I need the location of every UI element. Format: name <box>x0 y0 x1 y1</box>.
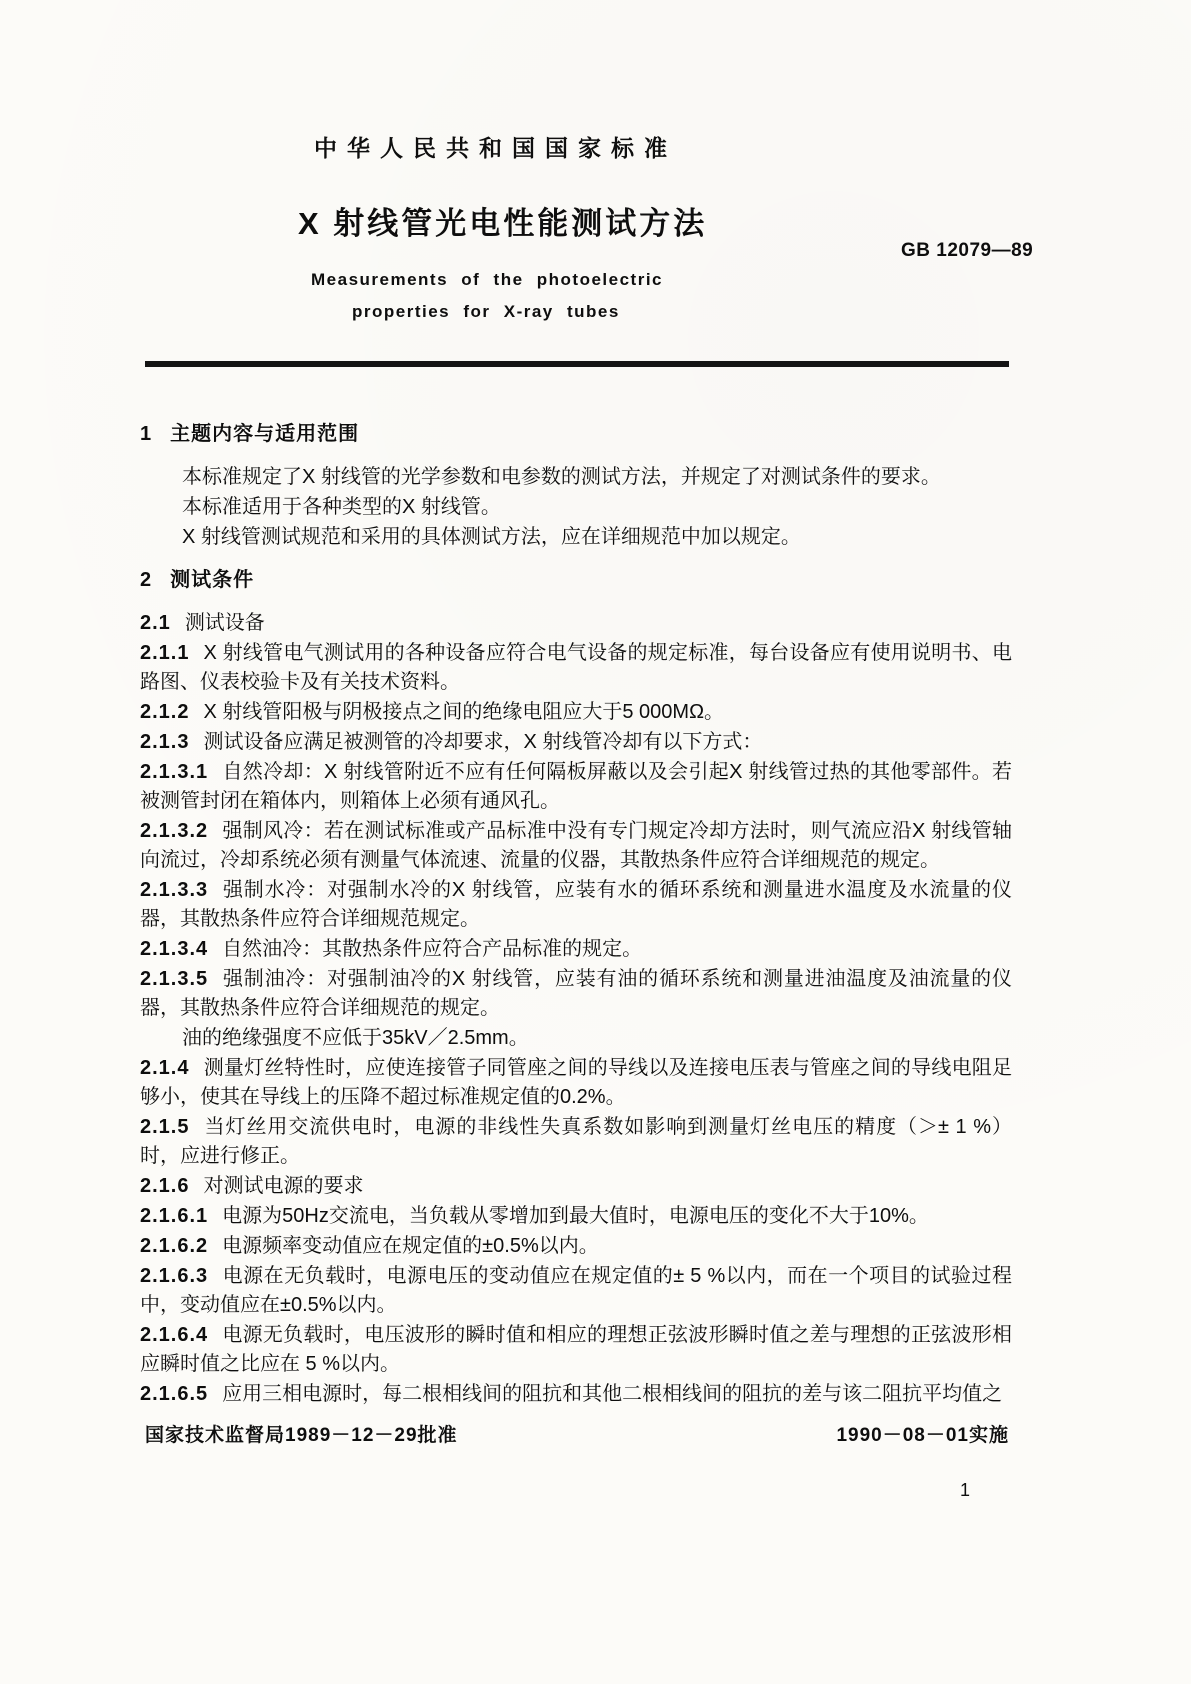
clause-item <box>140 758 1012 816</box>
clause-number: 2.1.1 <box>140 642 190 664</box>
clause-text: 自然冷却：X 射线管附近不应有任何隔板屏蔽以及会引起X 射线管过热的其他零部件。若被测管封闭在箱体内，则箱体上必须有通风孔。 <box>140 761 1012 812</box>
clause-item <box>140 1262 1012 1320</box>
section-heading <box>140 420 1012 449</box>
clause-text: 自然油冷：其散热条件应符合产品标准的规定。 <box>222 938 643 960</box>
clause-text: 电源在无负载时，电源电压的变动值应在规定值的± 5 %以内，而在一个项目的试验过程中，变动值应在±0.5%以内。 <box>140 1265 1012 1316</box>
body-paragraph <box>140 493 1012 522</box>
clause-item <box>140 639 1012 697</box>
clause-number: 2.1.4 <box>140 1057 190 1079</box>
page-number: 1 <box>960 1480 971 1500</box>
body-paragraph <box>140 1024 1012 1053</box>
body-paragraph <box>140 463 1012 492</box>
clause-text: 强制风冷：若在测试标准或产品标准中没有专门规定冷却方法时，则气流应沿X 射线管轴向流过，冷却系统必须有测量气体流速、流量的仪器，其散热条件应符合详细规范的规定。 <box>140 820 1012 871</box>
clause-number: 2.1 <box>140 612 171 634</box>
clause-item <box>140 965 1012 1023</box>
national-standard-label: 中华人民共和国国家标准 <box>314 135 677 161</box>
clause-number: 2.1.6.3 <box>140 1265 209 1287</box>
clause-number: 2.1.6.1 <box>140 1205 209 1227</box>
clause-text: 电源无负载时，电压波形的瞬时值和相应的理想正弦波形瞬时值之差与理想的正弦波形相应瞬时值之比应在 5 %以内。 <box>140 1324 1012 1375</box>
clause-item <box>140 1172 1012 1201</box>
clause-number: 2.1.3.3 <box>140 879 209 901</box>
clause-number: 2.1.5 <box>140 1116 190 1138</box>
clause-text: X 射线管测试规范和采用的具体测试方法，应在详细规范中加以规定。 <box>182 526 801 548</box>
clause-item <box>140 817 1012 875</box>
clause-text: 强制油冷：对强制油冷的X 射线管，应装有油的循环系统和测量进油温度及油流量的仪器，其散热条件应符合详细规范的规定。 <box>140 968 1012 1019</box>
clause-number: 2.1.3.4 <box>140 938 209 960</box>
clause-item <box>140 1113 1012 1171</box>
clause-number: 2.1.3 <box>140 731 190 753</box>
clause-text: 测量灯丝特性时，应使连接管子同管座之间的导线以及连接电压表与管座之间的导线电阻足够小，使其在导线上的压降不超过标准规定值的0.2%。 <box>140 1057 1012 1108</box>
body-paragraph <box>140 523 1012 552</box>
clause-text: 测试条件 <box>170 569 255 591</box>
clause-item <box>140 935 1012 964</box>
document-footer <box>145 1420 1009 1447</box>
clause-number: 2.1.6.4 <box>140 1324 209 1346</box>
standard-code: GB 12079—89 <box>901 240 1034 261</box>
clause-item <box>140 1321 1012 1379</box>
clause-number: 2 <box>140 569 153 591</box>
clause-item <box>140 1054 1012 1112</box>
clause-text: 本标准适用于各种类型的X 射线管。 <box>182 496 501 518</box>
clause-text: 本标准规定了X 射线管的光学参数和电参数的测试方法，并规定了对测试条件的要求。 <box>182 466 941 488</box>
clause-number: 2.1.3.5 <box>140 968 209 990</box>
clause-item <box>140 1380 1012 1409</box>
clause-text: 主题内容与适用范围 <box>170 423 360 445</box>
clause-text: 测试设备应满足被测管的冷却要求，X 射线管冷却有以下方式： <box>203 731 763 753</box>
clause-number: 2.1.3.1 <box>140 761 209 783</box>
clause-number: 2.1.2 <box>140 701 190 723</box>
clause-text: X 射线管阳极与阴极接点之间的绝缘电阻应大于5 000MΩ。 <box>203 701 725 723</box>
clause-text: 电源为50Hz交流电，当负载从零增加到最大值时，电源电压的变化不大于10%。 <box>222 1205 929 1227</box>
clause-text: 对测试电源的要求 <box>203 1175 364 1197</box>
clause-number: 1 <box>140 423 153 445</box>
clause-text: 应用三相电源时，每二根相线间的阻抗和其他二根相线间的阻抗的差与该二阻抗平均值之 <box>222 1383 1003 1405</box>
clause-number: 2.1.6.5 <box>140 1383 209 1405</box>
clause-text: 当灯丝用交流供电时，电源的非线性失真系数如影响到测量灯丝电压的精度（＞± 1 %）时，应进行修正。 <box>140 1116 1012 1167</box>
clause-text: 强制水冷：对强制水冷的X 射线管，应装有水的循环系统和测量进水温度及水流量的仪器，其散热条件应符合详细规范规定。 <box>140 879 1012 930</box>
document-body <box>140 406 1012 1409</box>
clause-number: 2.1.6.2 <box>140 1235 209 1257</box>
clause-number: 2.1.6 <box>140 1175 190 1197</box>
clause-item <box>140 1202 1012 1231</box>
english-title-line2: properties for X-ray tubes <box>352 302 620 321</box>
clause-number: 2.1.3.2 <box>140 820 209 842</box>
implementation-note: 1990－08－01实施 <box>836 1425 1009 1446</box>
clause-text: 电源频率变动值应在规定值的±0.5%以内。 <box>222 1235 599 1257</box>
clause-item <box>140 609 1012 638</box>
approval-note: 国家技术监督局1989－12－29批准 <box>145 1425 458 1446</box>
document-title: X 射线管光电性能测试方法 <box>298 206 708 241</box>
clause-item <box>140 1232 1012 1261</box>
clause-item <box>140 698 1012 727</box>
header-rule <box>145 361 1009 367</box>
clause-text: 油的绝缘强度不应低于35kV／2.5mm。 <box>182 1027 529 1049</box>
clause-text: 测试设备 <box>184 612 265 634</box>
clause-item <box>140 728 1012 757</box>
section-heading <box>140 566 1012 595</box>
clause-text: X 射线管电气测试用的各种设备应符合电气设备的规定标准，每台设备应有使用说明书、电路图、仪表校验卡及有关技术资料。 <box>140 642 1012 693</box>
clause-item <box>140 876 1012 934</box>
english-title-line1: Measurements of the photoelectric <box>311 270 664 289</box>
